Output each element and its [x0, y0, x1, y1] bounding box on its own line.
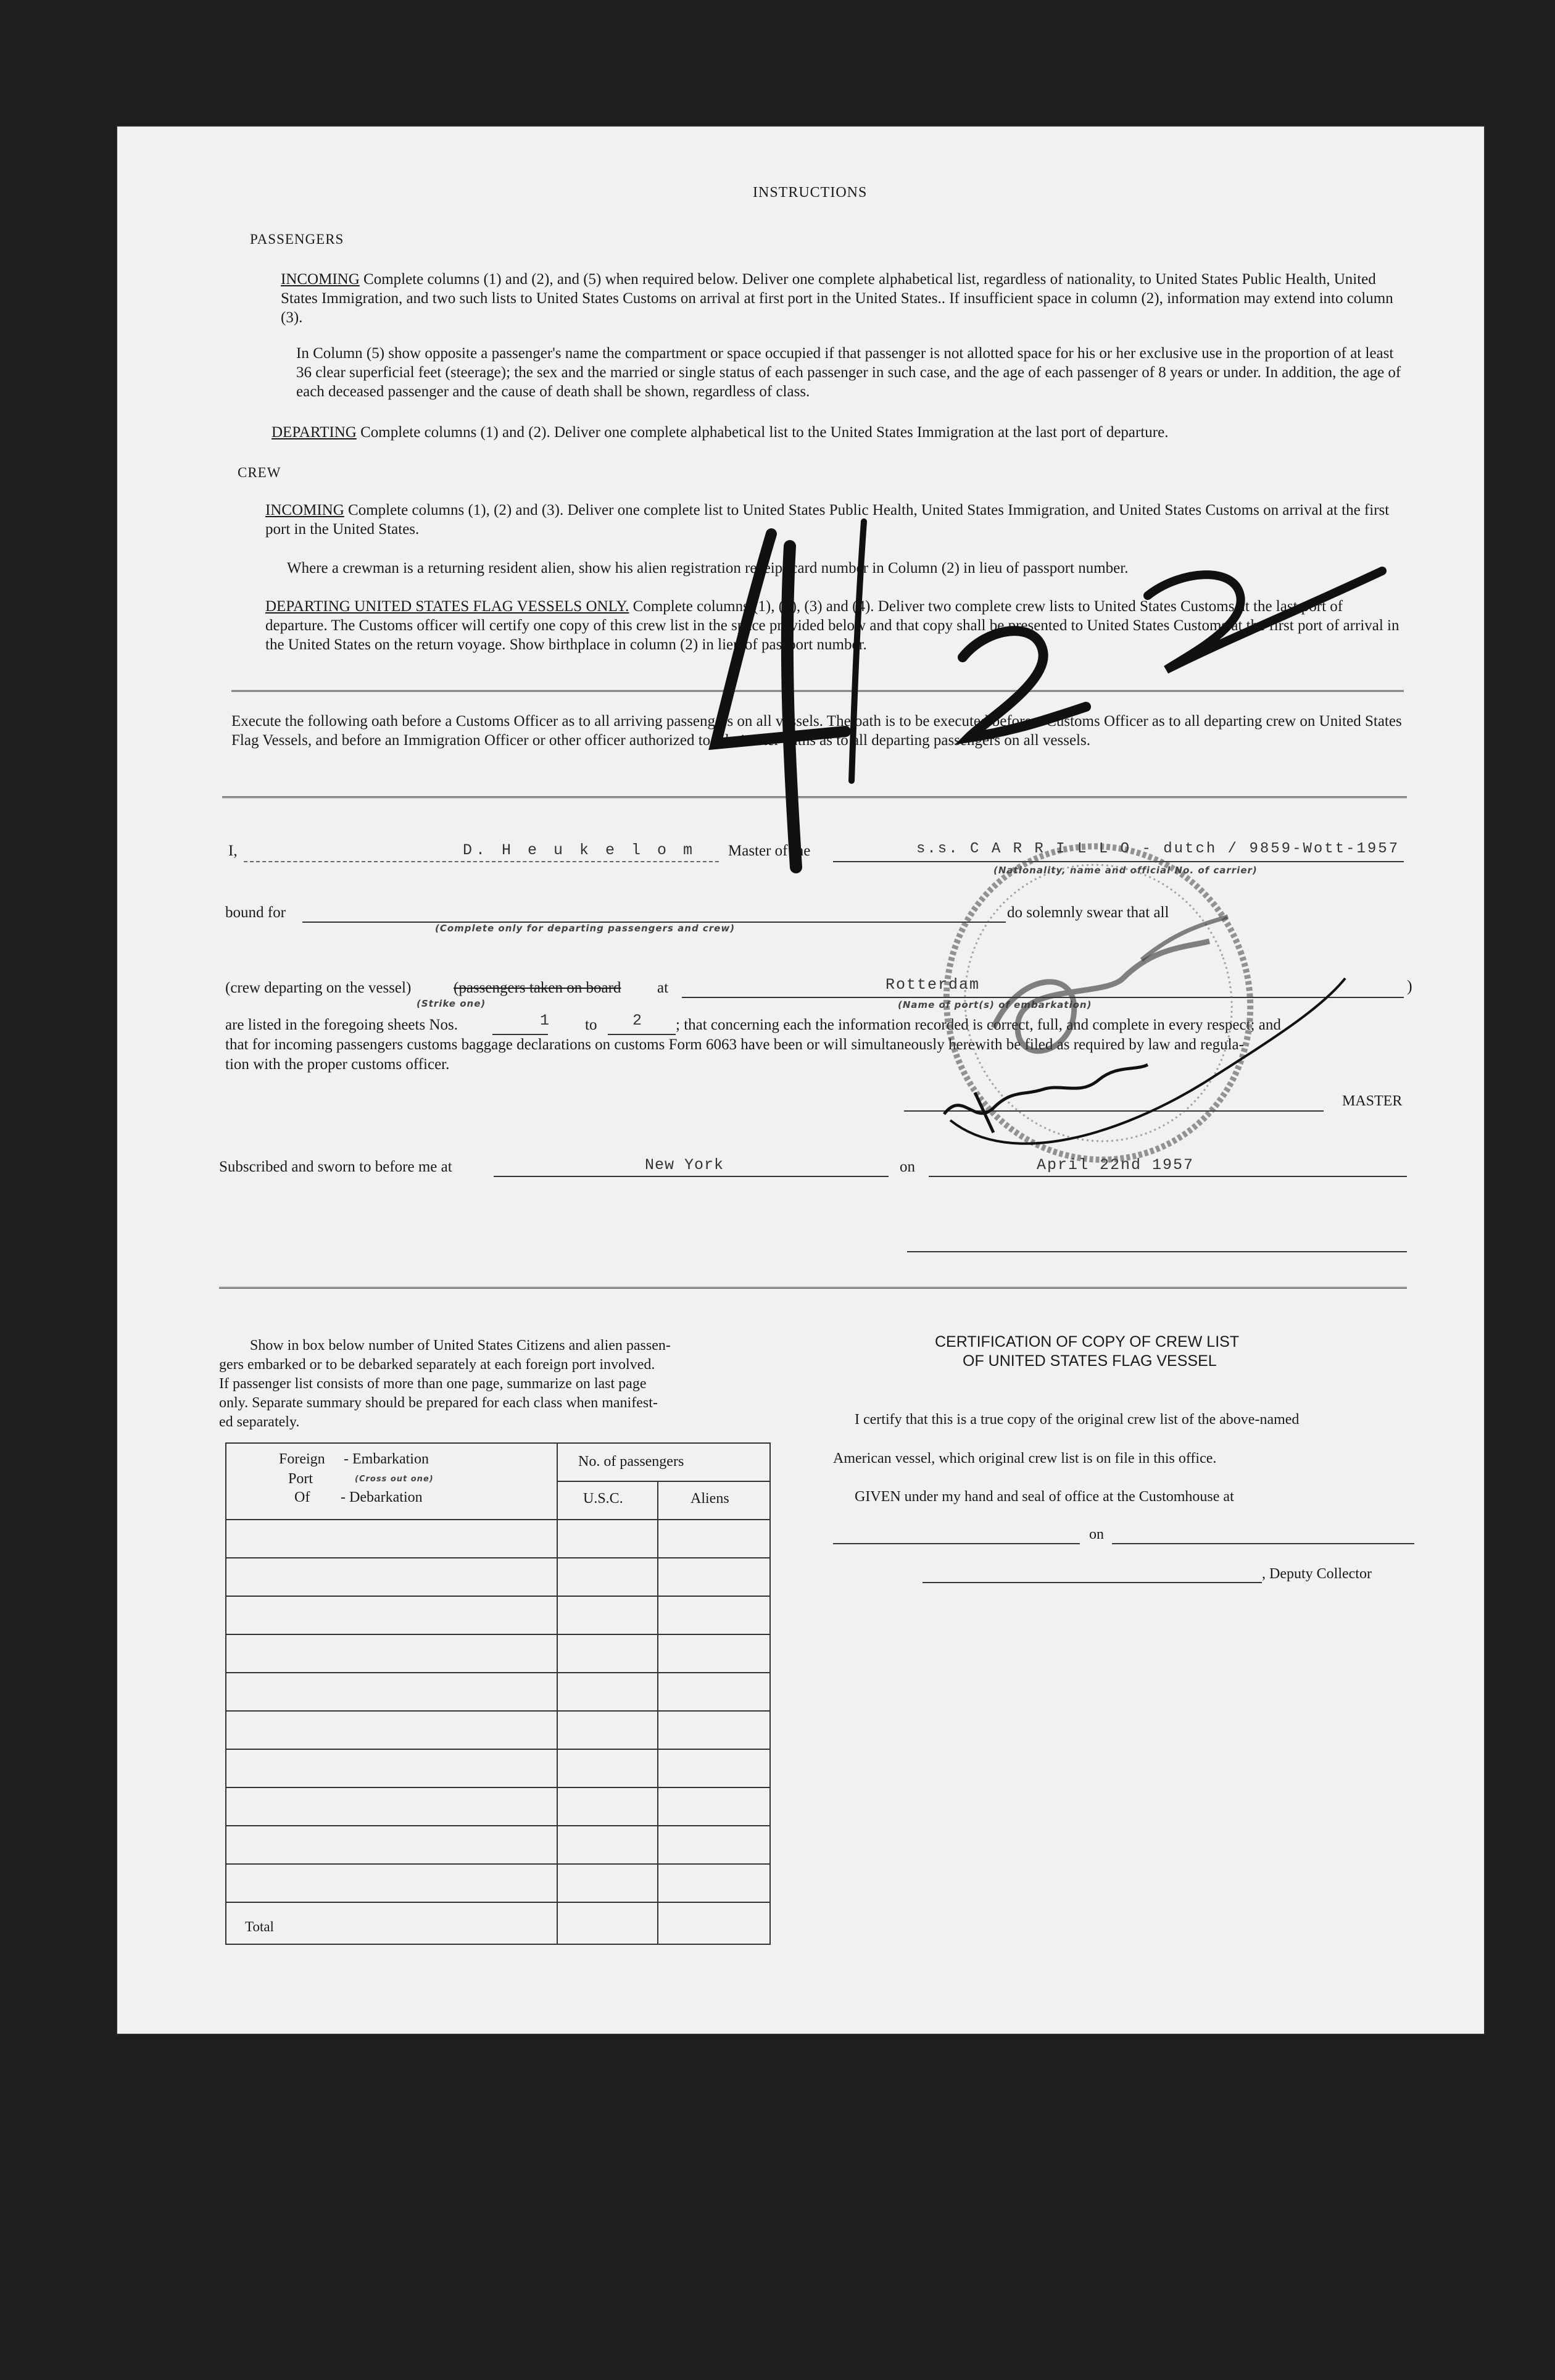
table-row — [226, 1557, 769, 1558]
embarkation-label: - Embarkation — [344, 1451, 429, 1467]
of-label: Of — [294, 1489, 310, 1505]
vessel-name: s.s. C A R R I L L O - dutch / 9859-Wott-1957 — [916, 841, 1400, 857]
sheet-to: 2 — [632, 1012, 642, 1030]
close-paren: ) — [1407, 977, 1412, 995]
certification-text-1: I certify that this is a true copy of the original crew list of the above-named — [855, 1412, 1300, 1428]
handwritten-date-mark — [642, 472, 1444, 966]
table-row — [226, 1749, 769, 1750]
table-row — [226, 1710, 769, 1712]
subscribed-label: Subscribed and sworn to before me at — [219, 1159, 452, 1175]
deputy-signature-line — [923, 1582, 1262, 1583]
sworn-date: April 22nd 1957 — [1037, 1156, 1195, 1174]
master-label: MASTER — [1342, 1093, 1403, 1109]
divider — [219, 1287, 1407, 1289]
crew-resident-text: Where a crewman is a returning resident alien, show his alien registration receipt card number in Column (2) in lieu of passport number. — [287, 560, 1129, 576]
usc-header: U.S.C. — [583, 1491, 623, 1507]
passengers-incoming-block — [281, 270, 1404, 327]
sheet-from-line — [492, 1034, 548, 1035]
statement-3: tion with the proper customs officer. — [225, 1056, 450, 1073]
at-label: at — [657, 980, 669, 996]
master-signature — [938, 966, 1370, 1163]
document-page — [117, 127, 1484, 2034]
oath-instructions: Execute the following oath before a Customs Officer as to all arriving passengers on all vessels. The oath is to be executed before a Customs Officer as to all departing crew on United States Flag Vessels, and before an Immigration Officer or other officer authorized to administer oaths as to all departing passengers on all vessels. — [231, 713, 1402, 749]
officer-signature-line — [907, 1251, 1407, 1252]
summary-line-5: ed separately. — [219, 1414, 300, 1430]
oath-i-label: I, — [228, 843, 238, 859]
swear-label: do solemnly swear that all — [1007, 904, 1169, 921]
sworn-on-label: on — [900, 1159, 915, 1175]
crew-departing-label: DEPARTING UNITED STATES FLAG VESSELS ONLY. — [265, 598, 629, 615]
certification-given-text: GIVEN under my hand and seal of office at the Customhouse at — [855, 1489, 1234, 1505]
sworn-place-line — [494, 1176, 889, 1177]
sheet-from: 1 — [540, 1012, 550, 1030]
passengers-heading: PASSENGERS — [250, 231, 344, 247]
sworn-place: New York — [645, 1156, 724, 1174]
port-caption: (Name of port(s) of embarkation) — [898, 999, 1092, 1010]
customhouse-line — [833, 1543, 1080, 1544]
certification-text-2: American vessel, which original crew list is on file in this office. — [833, 1450, 1217, 1467]
summary-line-2: gers embarked or to be debarked separately at each foreign port involved. — [219, 1357, 655, 1373]
table-row — [226, 1634, 769, 1635]
table-row — [226, 1825, 769, 1826]
table-row — [226, 1672, 769, 1673]
crew-departing-label: (crew departing on the vessel) — [225, 980, 412, 996]
master-name: D. H e u k e l o m — [463, 841, 697, 859]
strike-caption: (Strike one) — [417, 998, 486, 1009]
port-label: Port — [288, 1471, 313, 1487]
debarkation-label: - Debarkation — [341, 1489, 423, 1505]
total-label: Total — [245, 1919, 274, 1934]
passengers-struck: (passengers taken on board — [454, 980, 621, 996]
passengers-header: No. of passengers — [578, 1454, 684, 1470]
certification-date-line — [1112, 1543, 1414, 1544]
to-label: to — [585, 1017, 597, 1033]
passenger-summary-table — [225, 1442, 771, 1945]
passengers-incoming-label: INCOMING — [281, 271, 360, 288]
listed-label: are listed in the foregoing sheets Nos. — [225, 1017, 458, 1033]
summary-line-4: only. Separate summary should be prepared for each class when manifest- — [219, 1395, 658, 1411]
deputy-collector-label: , Deputy Collector — [1262, 1566, 1372, 1582]
crew-departing-text: Complete columns (1), (2), (3) and (4). Deliver two complete crew lists to United States Customs at the last port of departure. The Customs officer will certify one copy of this crew list in the space provided below and that copy shall be presented to United States Customs at the first port of arrival in the United States on the return voyage. Show birthplace in column (2) in lieu of passport number. — [265, 598, 1400, 653]
foreign-label: Foreign — [279, 1451, 325, 1467]
table-row — [226, 1596, 769, 1597]
port-name: Rotterdam — [885, 976, 981, 994]
sheet-to-line — [608, 1034, 676, 1035]
summary-line-1: Show in box below number of United States Citizens and alien passen- — [250, 1338, 671, 1354]
table-row — [226, 1863, 769, 1865]
certification-heading-1: CERTIFICATION OF COPY OF CREW LIST — [935, 1333, 1240, 1350]
master-of-label: Master of the — [728, 843, 811, 859]
page-title: INSTRUCTIONS — [753, 185, 868, 201]
bound-for-label: bound for — [225, 904, 286, 921]
crew-incoming-text: Complete columns (1), (2) and (3). Deliver one complete list to United States Public Health, United States Immigration, and United States Customs on arrival at the first port in the United States. — [265, 502, 1390, 538]
passengers-incoming-text: Complete columns (1) and (2), and (5) when required below. Deliver one complete alphabetical list, regardless of nationality, to United States Public Health, United States Immigration, and two such lists to United States Customs on arrival at first port in the United States.. If insufficient space in column (2), information may extend into column (3). — [281, 271, 1393, 326]
table-row — [226, 1787, 769, 1788]
bound-for-caption: (Complete only for departing passengers and crew) — [435, 923, 736, 934]
passengers-departing-block — [272, 423, 1413, 442]
vessel-caption: (Nationality, name and official No. of carrier) — [993, 865, 1258, 876]
aliens-header: Aliens — [690, 1491, 729, 1507]
statement-2: that for incoming passengers customs baggage declarations on customs Form 6063 have been or will simultaneously herewith be filed as required by law and regula- — [225, 1036, 1244, 1053]
crew-heading: CREW — [238, 465, 281, 480]
passengers-departing-text: Complete columns (1) and (2). Deliver one complete alphabetical list to the United States Immigration at the last port of departure. — [360, 424, 1169, 441]
cross-caption: (Cross out one) — [355, 1475, 434, 1484]
crew-incoming-label: INCOMING — [265, 502, 344, 518]
certification-on-label: on — [1089, 1526, 1104, 1542]
summary-line-3: If passenger list consists of more than one page, summarize on last page — [219, 1376, 647, 1392]
passengers-departing-label: DEPARTING — [272, 424, 357, 441]
table-row — [226, 1902, 769, 1903]
passengers-column5-text: In Column (5) show opposite a passenger's name the compartment or space occupied if that passenger is not allotted space for his or her exclusive use in the proportion of at least 36 clear superficial feet (steerage); the sex and the married or single status of each passenger in such case, and the age of each passenger of 8 years or under. In addition, the age of each deceased passenger and the cause of death shall be shown, regardless of class. — [296, 345, 1401, 400]
statement-1: ; that concerning each the information recorded is correct, full, and complete in every respect; and — [676, 1017, 1281, 1033]
certification-heading-2: OF UNITED STATES FLAG VESSEL — [963, 1352, 1217, 1370]
